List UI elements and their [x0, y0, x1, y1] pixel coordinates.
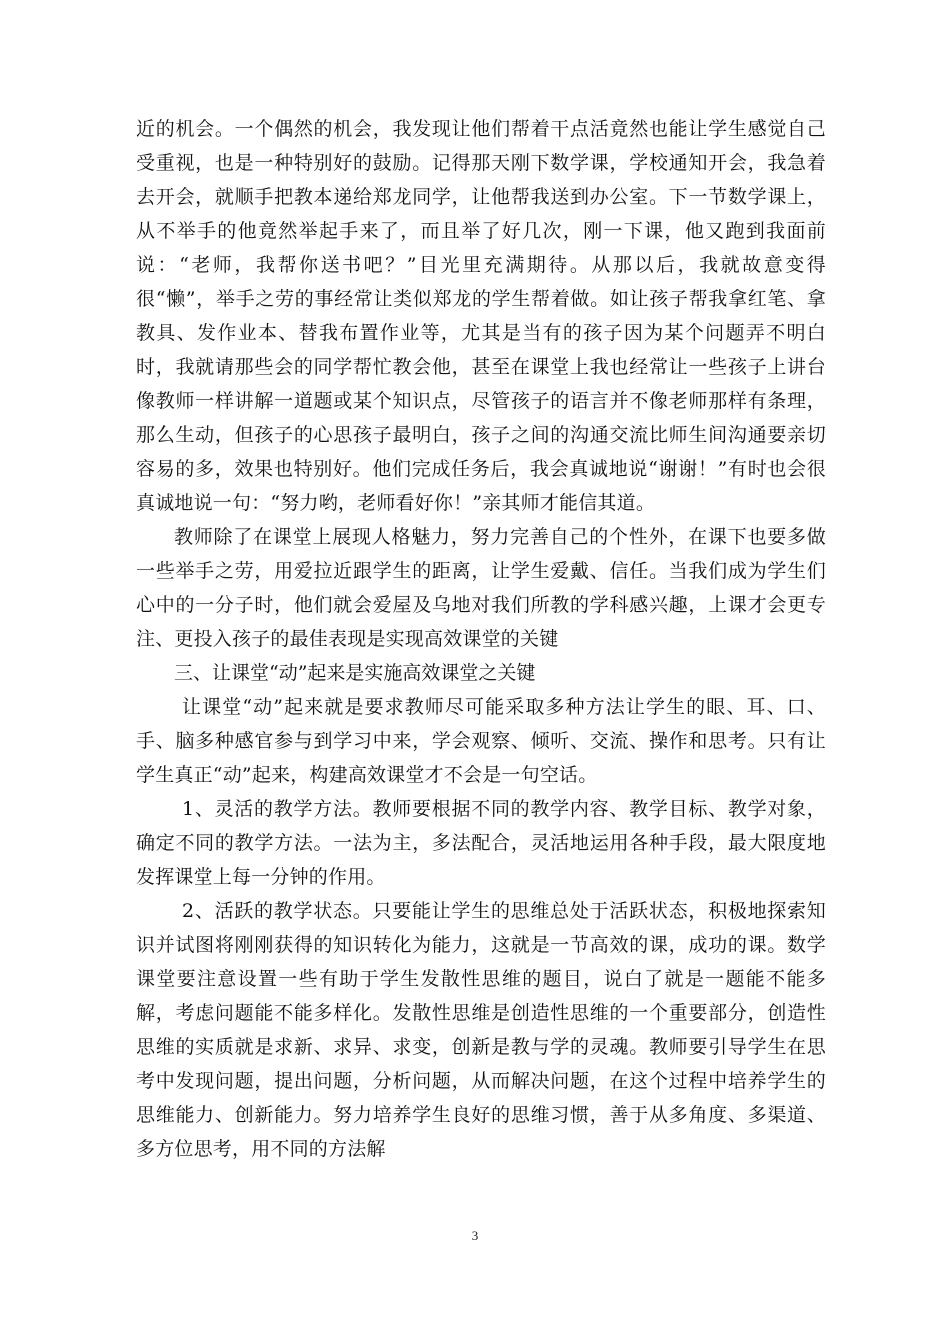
section-heading-3: 三、让课堂“动”起来是实施高效课堂之关键 [174, 662, 536, 684]
paragraph-continued-story: 近的机会。一个偶然的机会，我发现让他们帮着干点活竟然也能让学生感觉自己受重视，也是一种特别好的鼓励。记得那天刚下数学课，学校通知开会，我急着去开会，就顺手把教本递给郑龙同学，让他帮我送到办公室。下一节数学课上，从不举手的他竟然举起手来了，而且举了好几次，刚一下课，他又跑到我面前说：“老师，我帮你送书吧？”目光里充满期待。从那以后，我就故意变得很“懒”，举手之劳的事经常让类似郑龙的学生帮着做。如让孩子帮我拿红笔、拿教具、发作业本、替我布置作业等，尤其是当有的孩子因为某个问题弄不明白时，我就请那些会的同学帮忙教会他，甚至在课堂上我也经常让一些孩子上讲台像教师一样讲解一道题或某个知识点，尽管孩子的语言并不像老师那样有条理，那么生动，但孩子的心思孩子最明白，孩子之间的沟通交流比师生间沟通要亲切容易的多，效果也特别好。他们完成任务后，我会真诚地说“谢谢！”有时也会很真诚地说一句：“努力哟，老师看好你！”亲其师才能信其道。 [136, 118, 826, 514]
page-body [136, 112, 826, 1166]
paragraph-flexible-methods: 1、灵活的教学方法。教师要根据不同的教学内容、教学目标、教学对象，确定不同的教学方法。一法为主，多法配合，灵活地运用各种手段，最大限度地发挥课堂上每一分钟的作用。 [136, 798, 826, 888]
page-number: 3 [471, 1228, 479, 1243]
paragraph-active-state: 2、活跃的教学状态。只要能让学生的思维总处于活跃状态，积极地探索知识并试图将刚刚获得的知识转化为能力，这就是一节高效的课，成功的课。数学课堂要注意设置一些有助于学生发散性思维的题目，说白了就是一题能不能多解，考虑问题能不能多样化。发散性思维是创造性思维的一个重要部分，创造性思维的实质就是求新、求异、求变，创新是教与学的灵魂。教师要引导学生在思考中发现问题，提出问题，分析问题，从而解决问题，在这个过程中培养学生的思维能力、创新能力。努力培养学生良好的思维习惯，善于从多角度、多渠道、多方位思考，用不同的方法解 [136, 900, 826, 1160]
paragraph-teacher-charm: 教师除了在课堂上展现人格魅力，努力完善自己的个性外，在课下也要多做一些举手之劳，用爱拉近跟学生的距离，让学生爱戴、信任。当我们成为学生们心中的一分子时，他们就会爱屋及乌地对我们所教的学科感兴趣，上课才会更专注、更投入孩子的最佳表现是实现高效课堂的关键 [136, 526, 826, 650]
paragraph-classroom-active: 让课堂“动”起来就是要求教师尽可能采取多种方法让学生的眼、耳、口、手、脑多种感官参与到学习中来，学会观察、倾听、交流、操作和思考。只有让学生真正“动”起来，构建高效课堂才不会是一句空话。 [136, 696, 826, 786]
